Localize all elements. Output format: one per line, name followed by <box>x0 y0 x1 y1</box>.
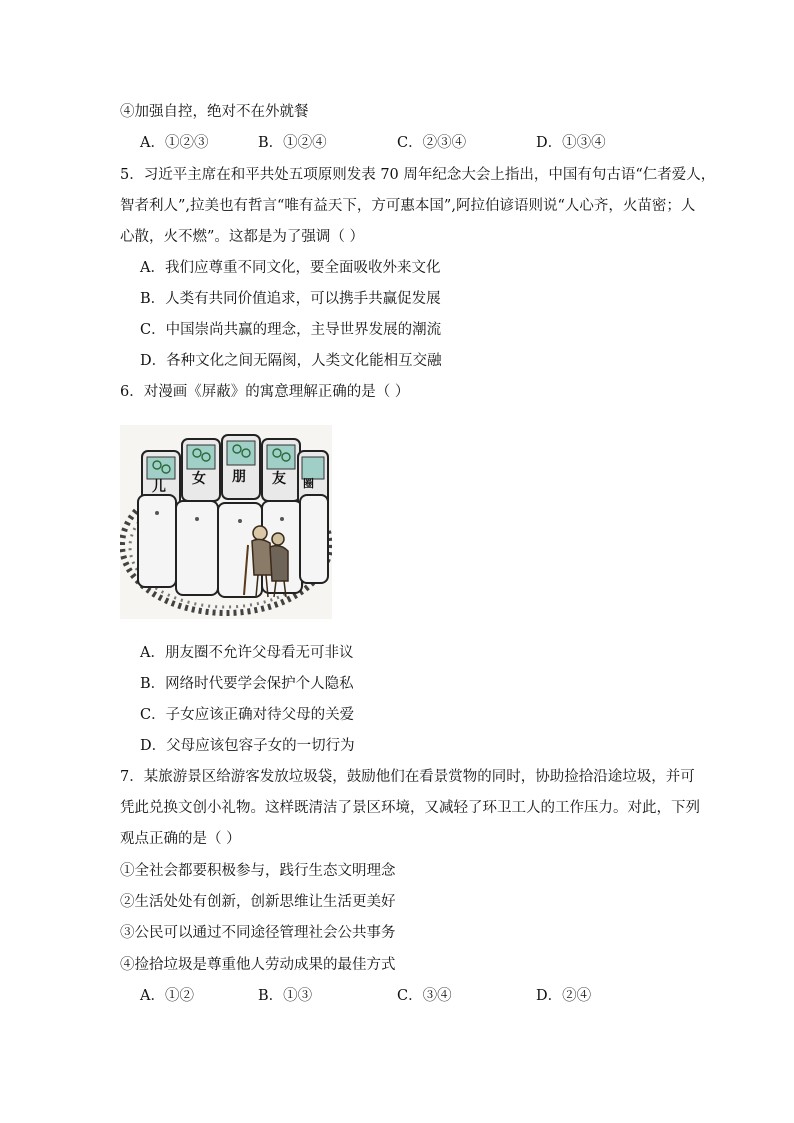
q5-option-b: B．人类有共同价值追求，可以携手共赢促发展 <box>140 291 441 307</box>
q7-statement-1: ①全社会都要积极参与，践行生态文明理念 <box>120 863 396 879</box>
q6-stem: 6．对漫画《屏蔽》的寓意理解正确的是（ ） <box>120 384 410 400</box>
q5-stem-line-1: 5．习近平主席在和平共处五项原则发表 70 周年纪念大会上指出，中国有句古语“仁者爱人， <box>120 167 716 183</box>
cartoon-shield-illustration <box>120 425 332 619</box>
q6-option-d: D．父母应该包容子女的一切行为 <box>140 738 355 754</box>
q5-stem-line-2: 智者利人”,拉美也有哲言“唯有益天下，方可惠本国”,阿拉伯谚语则说“人心齐，火苗密；人 <box>120 198 696 214</box>
cartoon-char-1: 儿 <box>152 479 166 495</box>
q5-stem-line-3: 心散，火不燃”。这都是为了强调（ ） <box>120 229 365 245</box>
q4-option-a: A．①②③ <box>140 135 209 151</box>
q7-option-d: D．②④ <box>536 988 592 1004</box>
q5-option-a: A．我们应尊重不同文化，要全面吸收外来文化 <box>140 260 441 276</box>
q4-statement-4: ④加强自控，绝对不在外就餐 <box>120 104 309 120</box>
q5-option-c: C．中国崇尚共赢的理念，主导世界发展的潮流 <box>140 322 442 338</box>
q7-options <box>140 986 660 1006</box>
q6-option-c: C．子女应该正确对待父母的关爱 <box>140 707 355 723</box>
q7-stem-line-1: 7．某旅游景区给游客发放垃圾袋，鼓励他们在看景赏物的同时，协助捡拾沿途垃圾，并可 <box>120 769 695 785</box>
cartoon-char-2: 女 <box>192 471 206 487</box>
q7-statement-3: ③公民可以通过不同途径管理社会公共事务 <box>120 925 396 941</box>
q6-option-b: B．网络时代要学会保护个人隐私 <box>140 676 354 692</box>
q7-option-c: C．③④ <box>397 988 452 1004</box>
q7-stem-line-3: 观点正确的是（ ） <box>120 831 241 847</box>
q7-option-b: B．①③ <box>258 988 313 1004</box>
q7-stem-line-2: 凭此兑换文创小礼物。这样既清洁了景区环境，又减轻了环卫工人的工作压力。对此，下列 <box>120 800 700 816</box>
q4-option-d: D．①③④ <box>536 135 606 151</box>
q4-options <box>140 133 660 153</box>
cartoon-char-5: 圈 <box>303 477 314 490</box>
cartoon-char-4: 友 <box>272 471 286 487</box>
q7-option-a: A．①② <box>140 988 194 1004</box>
q4-option-b: B．①②④ <box>258 135 327 151</box>
q5-option-d: D．各种文化之间无隔阂，人类文化能相互交融 <box>140 353 442 369</box>
q7-statement-2: ②生活处处有创新，创新思维让生活更美好 <box>120 894 396 910</box>
q7-statement-4: ④捡拾垃圾是尊重他人劳动成果的最佳方式 <box>120 957 396 973</box>
q4-option-c: C．②③④ <box>397 135 467 151</box>
cartoon-char-3: 朋 <box>232 469 246 485</box>
q6-option-a: A．朋友圈不允许父母看无可非议 <box>140 645 354 661</box>
